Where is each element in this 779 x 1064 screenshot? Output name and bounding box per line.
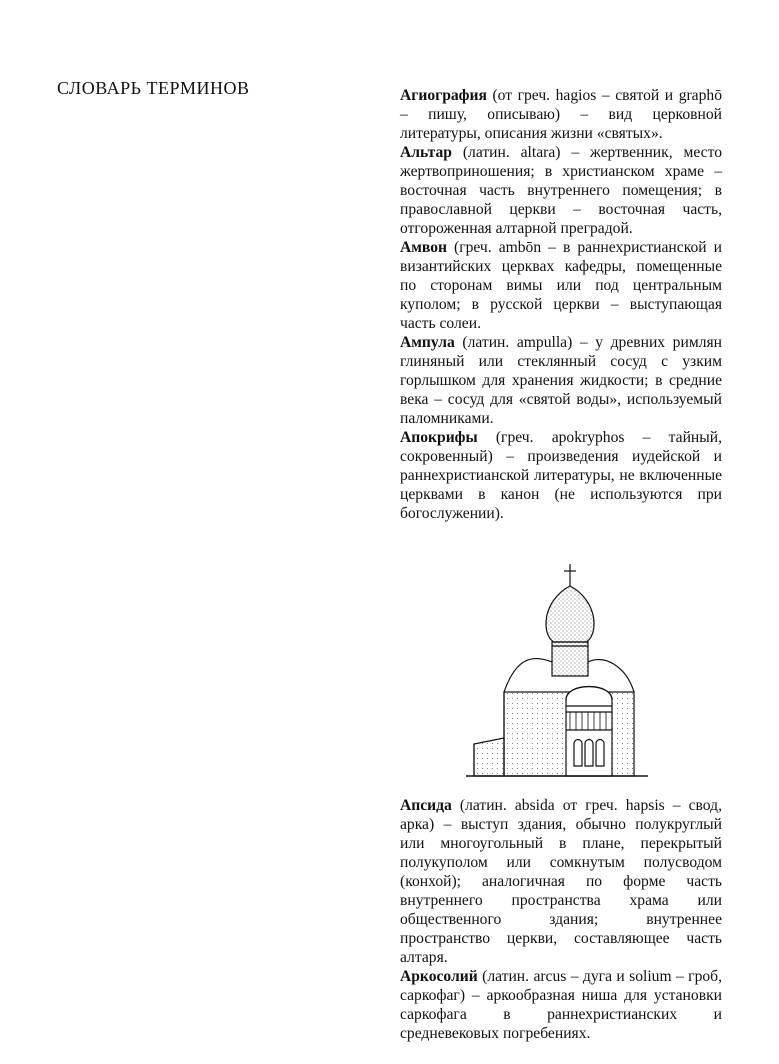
glossary-entry-arkosoliy	[400, 967, 722, 1043]
glossary-term: Ампула	[400, 334, 455, 351]
glossary-definition: (латин. absida от греч. hapsis – свод, арка) – выступ здания, обычно полукруглый или многоугольный в плане, перекрытый полукуполом или сомкнутым полусводом (конхой); аналогичная по форме часть внутреннего пространства храма или общественного здания; внутреннее пространство церкви, составляющее часть алтаря.	[400, 797, 722, 966]
glossary-entry-ampula	[400, 333, 722, 428]
glossary-term: Апокрифы	[400, 429, 478, 446]
glossary-entry-amvon	[400, 238, 722, 333]
glossary-entry-apsida	[400, 796, 722, 967]
glossary-column-top	[400, 86, 722, 523]
glossary-definition: (латин. altara) – жертвенник, место жертвоприношения; в христианском храме – восточная часть внутреннего помещения; в православной церкви – восточная часть, отгороженная алтарной преградой.	[400, 144, 722, 237]
glossary-definition: (греч. ambōn – в раннехристианской и византийских церквах кафедры, помещенные по сторонам вимы или под центральным куполом; в русской церкви – выступающая часть солеи.	[400, 239, 722, 332]
glossary-column-bottom	[400, 796, 722, 1043]
glossary-entry-apokrify	[400, 428, 722, 523]
glossary-definition: (латин. arcus – дуга и solium – гроб, саркофаг) – аркообразная ниша для установки саркофага в раннехристианских и средневековых погребениях.	[400, 968, 722, 1042]
glossary-term: Агиография	[400, 87, 487, 104]
glossary-entry-agiografiya	[400, 86, 722, 143]
glossary-definition: (от греч. hagios – святой и graphō – пишу, описываю) – вид церковной литературы, описания жизни «святых».	[400, 87, 722, 142]
page-title: СЛОВАРЬ ТЕРМИНОВ	[57, 78, 250, 98]
glossary-term: Альтар	[400, 144, 452, 161]
glossary-term: Амвон	[400, 239, 447, 256]
glossary-term: Апсида	[400, 797, 452, 814]
glossary-entry-altar	[400, 143, 722, 238]
glossary-definition: (греч. apokryphos – тайный, сокровенный) – произведения иудейской и раннехристианской литературы, не включенные церквами в канон (не используются при богослужении).	[400, 429, 722, 522]
glossary-definition: (латин. ampulla) – у древних римлян глиняный или стеклянный сосуд с узким горлышком для хранения жидкости; в средние века – сосуд для «святой воды», используемый паломниками.	[400, 334, 722, 427]
church-apse-drawing-icon	[466, 562, 648, 780]
glossary-term: Аркосолий	[400, 968, 478, 985]
